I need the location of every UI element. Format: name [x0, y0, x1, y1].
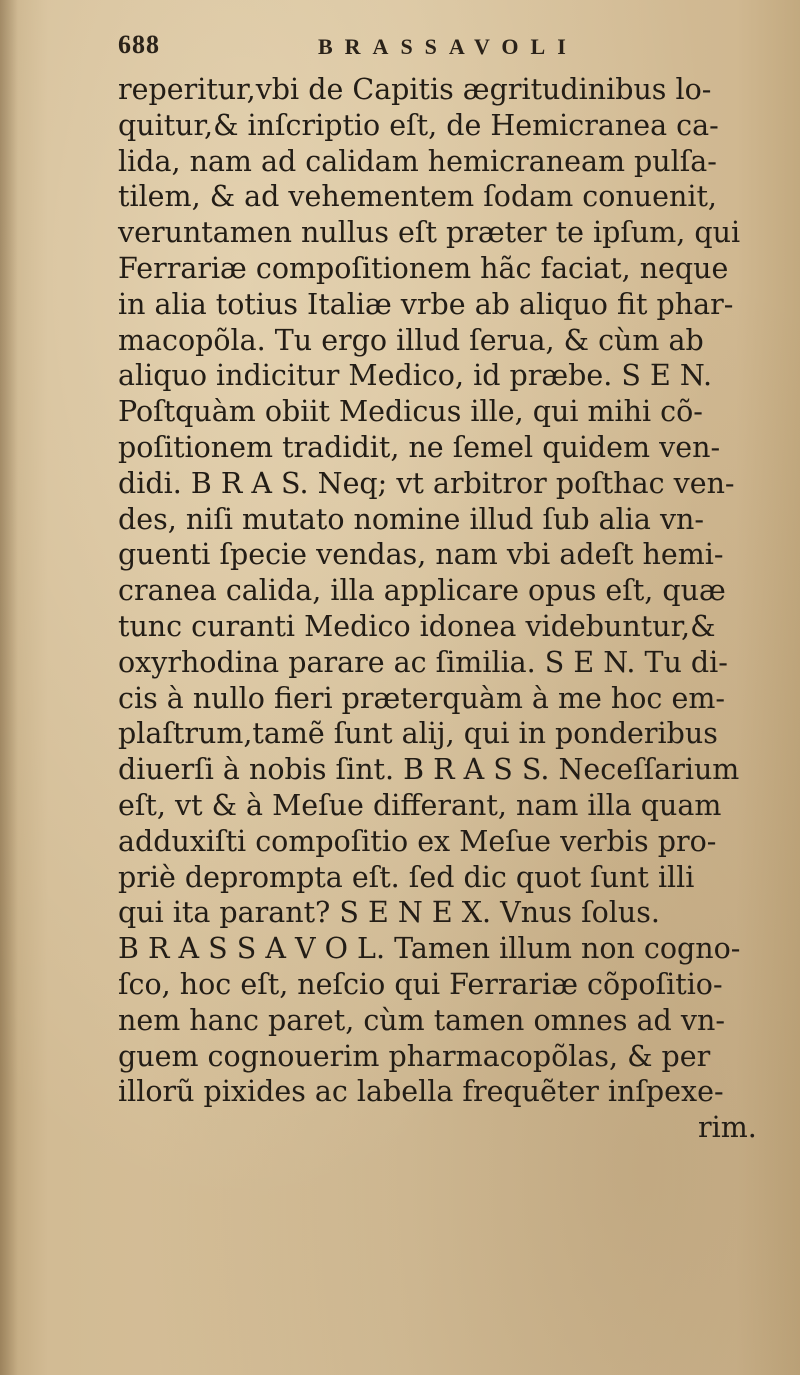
text-line: oxyrhodina parare ac ſimilia. S E N. Tu di- [118, 645, 728, 679]
page-number: 688 [118, 30, 160, 59]
running-head: BRASSAVOLI [318, 34, 578, 59]
text-line: quitur,& inſcriptio eſt, de Hemicranea ca- [118, 108, 719, 142]
text-line: Poſtquàm obiit Medicus ille, qui mihi cõ- [118, 395, 703, 429]
text-line: poſitionem tradidit, ne ſemel quidem ven- [118, 430, 721, 464]
text-line: cis à nullo fieri præterquàm à me hoc em- [118, 681, 725, 715]
text-line: illorũ pixides ac labella frequẽter inſpexe- [118, 1075, 724, 1109]
text-line: adduxiſti compoſitio ex Meſue verbis pro- [118, 824, 717, 858]
text-line: guenti ſpecie vendas, nam vbi adeſt hemi- [118, 538, 724, 572]
text-line: B R A S S A V O L. Tamen illum non cogno- [118, 932, 741, 966]
text-line: Ferrariæ compoſitionem hãc faciat, neque [118, 251, 729, 285]
text-line: eſt, vt & à Meſue differant, nam illa quam [118, 788, 722, 822]
text-line: plaſtrum,tamẽ ſunt alij, qui in ponderibus [118, 717, 718, 751]
text-line: diuerſi à nobis ſint. B R A S S. Neceſſarium [118, 753, 740, 787]
text-line: rim. [698, 1111, 757, 1145]
text-line: in alia totius Italiæ vrbe ab aliquo fit phar- [118, 287, 734, 321]
text-line: priè deprompta eſt. ſed dic quot ſunt illi [118, 860, 695, 894]
text-line: aliquo indicitur Medico, id præbe. S E N. [118, 359, 713, 393]
text-line: didi. B R A S. Neq; vt arbitror poſthac ven- [118, 466, 735, 500]
text-line: reperitur,vbi de Capitis ægritudinibus lo- [118, 73, 712, 106]
text-line: tilem, & ad vehementem ſodam conuenit, [118, 180, 717, 214]
text-line: qui ita parant? S E N E X. Vnus ſolus. [118, 896, 660, 930]
text-line: lida, nam ad calidam hemicraneam pulſa- [118, 144, 717, 178]
body-text [118, 72, 798, 1146]
text-line: tunc curanti Medico idonea videbuntur,& [118, 609, 716, 643]
text-line: veruntamen nullus eſt præter te ipſum, qui [118, 216, 741, 250]
text-line: cranea calida, illa applicare opus eſt, quæ [118, 574, 726, 608]
text-line: guem cognouerim pharmacopõlas, & per [118, 1039, 711, 1073]
text-line: ſco, hoc eſt, neſcio qui Ferrariæ cõpoſitio- [118, 967, 723, 1001]
text-line: des, niſi mutato nomine illud ſub alia vn- [118, 502, 705, 536]
page-header [118, 30, 678, 70]
text-line: macopõla. Tu ergo illud ſerua, & cùm ab [118, 323, 704, 357]
binding-shadow [0, 0, 18, 1375]
text-line: nem hanc paret, cùm tamen omnes ad vn- [118, 1003, 725, 1037]
